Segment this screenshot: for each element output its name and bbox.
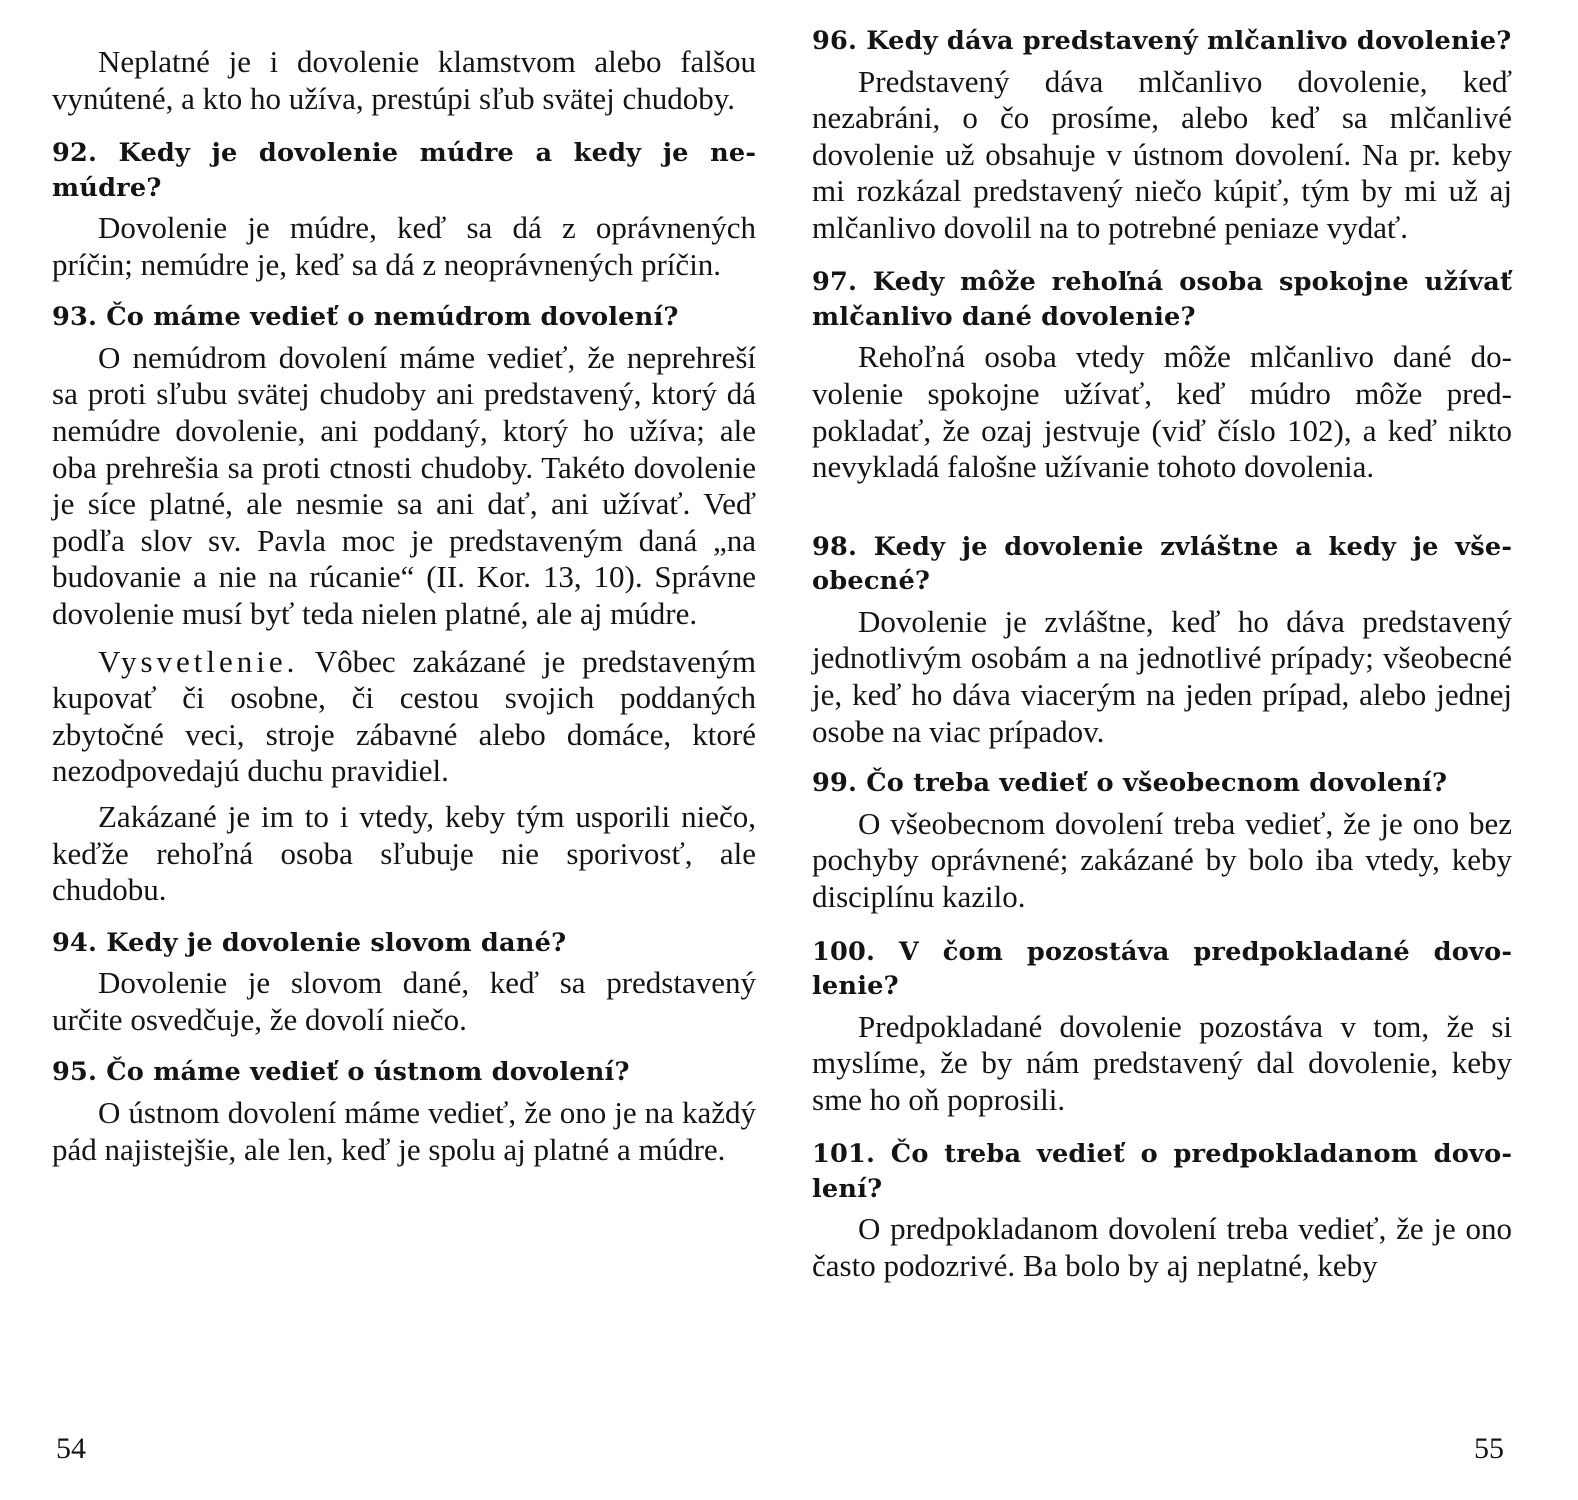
answer-97: Rehoľná osoba vtedy môže mlčanlivo dané dovolenie spokojne užívať, keď múdro môže predpokladať, že ozaj jestvuje (viď číslo 102), a keď nikto nevykladá falošne užívanie tohoto dovolenia. (812, 339, 1512, 485)
answer-93: O nemúdrom dovolení máme vedieť, že neprehreší sa proti sľubu svätej chudoby ani predstavený, ktorý dá nemúdre dovolenie, ani poddaný, ktorý ho užíva; ale oba prehrešia sa proti ctnosti chudoby. Takéto dovolenie je síce platné, ale nesmie sa ani dať, ani užívať. Veď podľa slov sv. Pavla moc je predstaveným daná „na budovanie a nie na rúcanie“ (II. Kor. 13, 10). Správne dovolenie musí byť teda nielen platné, ale aj múdre. (52, 339, 756, 632)
right-page (812, 24, 1512, 1284)
answer-94: Dovolenie je slovom dané, keď sa predstavený určite osvedčuje, že dovolí niečo. (52, 965, 756, 1037)
question-101: 101. Čo treba vedieť o predpokladanom dovolení? (812, 1139, 1512, 1204)
question-98: 98. Kedy je dovolenie zvláštne a kedy je všeobecné? (812, 531, 1512, 597)
answer-101: O predpokladanom dovolení treba vedieť, že je ono často podozrivé. Ba bolo by aj neplatné, keby (812, 1211, 1512, 1283)
answer-95: O ústnom dovolení máme vedieť, že ono je na každý pád najistejšie, ale len, keď je spolu aj platné a múdre. (52, 1094, 756, 1167)
question-93: 93. Čo máme vedieť o nemúdrom dovolení? (52, 302, 679, 333)
question-97: 97. Kedy môže rehoľná osoba spokojne užívať mlčanlivo dané dovolenie? (812, 267, 1512, 332)
answer-100: Predpokladané dovolenie pozostáva v tom, že si myslíme, že by nám predstavený dal dovolenie, keby sme ho oň poprosili. (812, 1008, 1512, 1117)
question-94: 94. Kedy je dovolenie slovom dané? (52, 927, 567, 958)
page-number-left: 54 (56, 1432, 86, 1465)
page-number-right: 55 (1474, 1432, 1504, 1465)
left-page (52, 24, 756, 1168)
question-96: 96. Kedy dáva predstavený mlčanlivo dovolenie? (812, 26, 1512, 56)
intro-paragraph: Neplatné je i dovolenie klamstvom alebo falšou vynútené, a kto ho užíva, prestúpi sľub svätej chudoby. (52, 44, 756, 116)
question-99: 99. Čo treba vedieť o všeobecnom dovolení? (812, 768, 1448, 799)
answer-99: O všeobecnom dovolení treba vedieť, že je ono bez pochyby oprávnené; zakázané by bolo iba vtedy, keby disciplínu kazilo. (812, 805, 1512, 914)
explanation-text: Vôbec zakázané je predstaveným kupovať či osobne, či cestou svojich poddaných zbytočné veci, stroje zábavné alebo domáce, ktoré nezodpovedajú duchu pravidiel. (52, 643, 756, 789)
answer-96: Predstavený dáva mlčanlivo dovolenie, keď nezabráni, o čo prosíme, alebo keď sa mlčanlivé dovolenie už obsahuje v ústnom dovolení. Na pr. keby mi rozkázal predstavený niečo kúpiť, tým by mi už aj mlčanlivo dovolil na to potrebné peniaze vydať. (812, 63, 1512, 245)
answer-98: Dovolenie je zvláštne, keď ho dáva predstavený jednotlivým osobám a na jednotlivé prípady; všeobecné je, keď ho dáva viacerým na jeden prípad, alebo jednej osobe na viac prípadov. (812, 603, 1512, 749)
question-92: 92. Kedy je dovolenie múdre a kedy je nemúdre? (52, 138, 756, 203)
explanation-label: Vysvetlenie. (98, 643, 299, 679)
question-100: 100. V čom pozostáva predpokladané dovolenie? (812, 936, 1512, 1001)
answer-92: Dovolenie je múdre, keď sa dá z oprávnených príčin; nemúdre je, keď sa dá z neoprávnených príčin. (52, 210, 756, 282)
explanation-93 (52, 644, 756, 790)
explanation-93-continued: Zakázané je im to i vtedy, keby tým usporili niečo, keďže rehoľná osoba sľubuje nie sporivosť, ale chudobu. (52, 799, 756, 908)
question-95: 95. Čo máme vedieť o ústnom dovolení? (52, 1057, 630, 1088)
